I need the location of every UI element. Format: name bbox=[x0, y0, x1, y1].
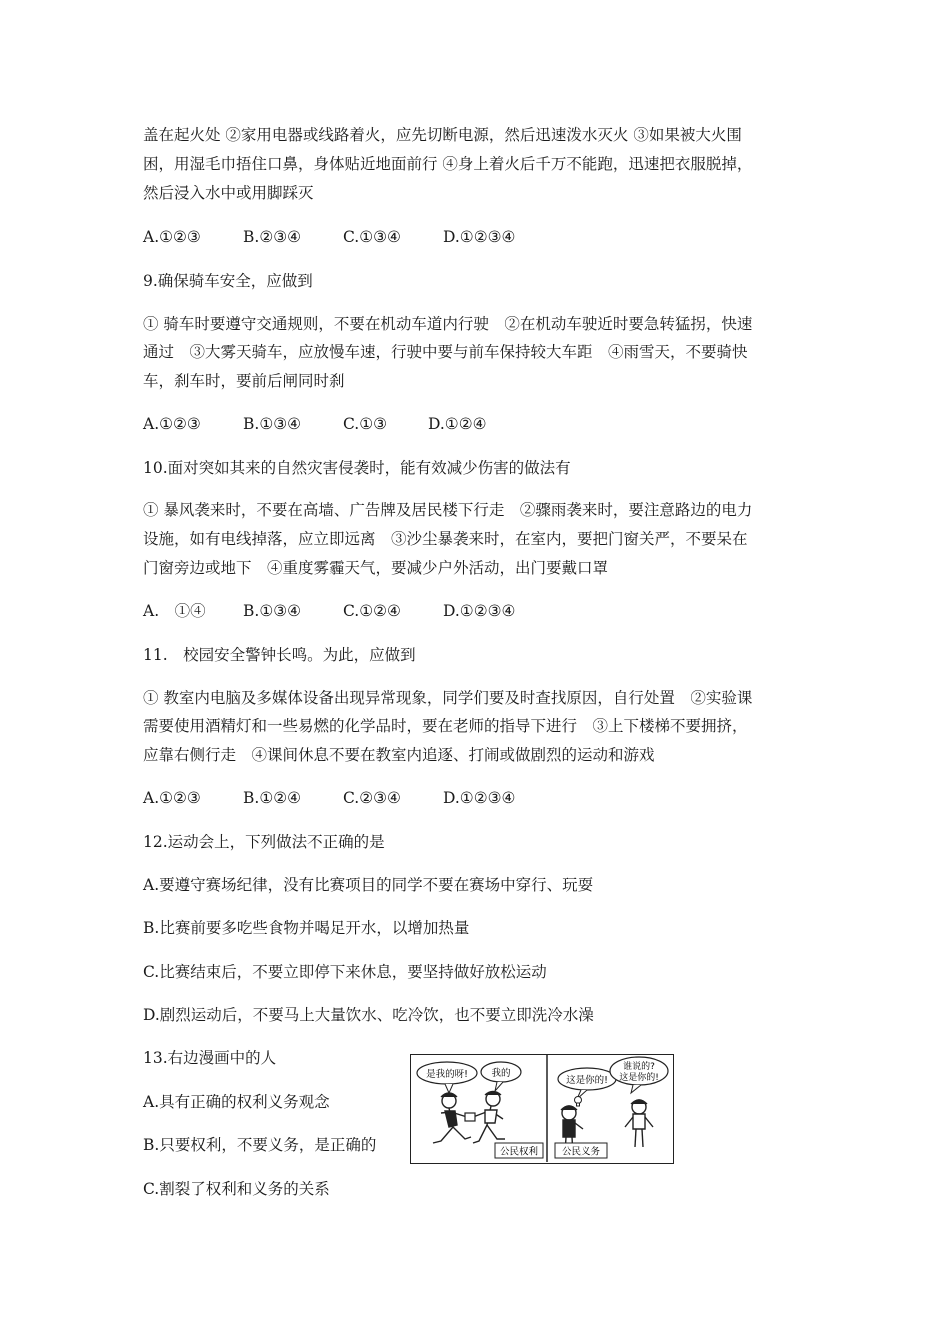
q10-option-b: B.①③④ bbox=[243, 602, 302, 620]
figure-right-2 bbox=[625, 1100, 653, 1147]
q11-option-c: C.②③④ bbox=[343, 789, 401, 807]
q8-line-3: 然后浸入水中或用脚踩灭 bbox=[143, 184, 314, 202]
q9-option-c: C.①③ bbox=[343, 415, 388, 433]
q9-option-d: D.①②④ bbox=[428, 415, 487, 433]
q8-option-d: D.①②③④ bbox=[443, 228, 516, 246]
q10-option-d: D.①②③④ bbox=[443, 602, 516, 620]
q9-title: 9.确保骑车安全，应做到 bbox=[143, 272, 313, 290]
rights-duties-cartoon bbox=[410, 1054, 674, 1164]
figure-left-2 bbox=[473, 1092, 505, 1144]
q11-option-d: D.①②③④ bbox=[443, 789, 516, 807]
q11-option-a: A.①②③ bbox=[143, 789, 201, 807]
q9-line-2: 通过 ③大雾天骑车，应放慢车速，行驶中要与前车保持较大车距 ④雨雪天，不要骑快 bbox=[143, 343, 748, 361]
caption-right: 公民义务 bbox=[561, 1146, 601, 1158]
contested-object-icon bbox=[465, 1113, 475, 1121]
q13-option-a: A.具有正确的权利义务观念 bbox=[143, 1093, 330, 1111]
q13-title: 13.右边漫画中的人 bbox=[143, 1049, 277, 1067]
q11-title: 11. 校园安全警钟长鸣。为此，应做到 bbox=[143, 646, 416, 664]
q13-option-c: C.割裂了权利和义务的关系 bbox=[143, 1180, 330, 1198]
q10-line-3: 门窗旁边或地下 ④重度雾霾天气，要减少户外活动，出门要戴口罩 bbox=[143, 559, 609, 577]
q9-line-1: ① 骑车时要遵守交通规则，不要在机动车道内行驶 ②在机动车驶近时要急转猛拐，快速 bbox=[143, 315, 753, 333]
speech-text-left-2: 我的 bbox=[491, 1068, 511, 1079]
speech-text-right-2b: 这是你的! bbox=[619, 1073, 659, 1083]
q10-line-1: ① 暴风袭来时，不要在高墙、广告牌及居民楼下行走 ②骤雨袭来时，要注意路边的电力 bbox=[143, 501, 753, 519]
speech-text-right-1: 这是你的! bbox=[566, 1075, 608, 1086]
q12-title: 12.运动会上，下列做法不正确的是 bbox=[143, 833, 385, 851]
q12-option-b: B.比赛前要多吃些食物并喝足开水，以增加热量 bbox=[143, 919, 470, 937]
q11-line-1: ① 教室内电脑及多媒体设备出现异常现象，同学们要及时查找原因，自行处置 ②实验课 bbox=[143, 689, 753, 707]
q11-line-3: 应靠右侧行走 ④课间休息不要在教室内追逐、打闹或做剧烈的运动和游戏 bbox=[143, 746, 655, 764]
q11-option-b: B.①②④ bbox=[243, 789, 302, 807]
speech-text-left-1: 是我的呀! bbox=[426, 1069, 468, 1080]
q12-option-c: C.比赛结束后，不要立即停下来休息，要坚持做好放松运动 bbox=[143, 963, 547, 981]
q8-option-b: B.②③④ bbox=[243, 228, 302, 246]
lightbulb-icon bbox=[575, 1097, 582, 1107]
q11-line-2: 需要使用酒精灯和一些易燃的化学品时，要在老师的指导下进行 ③上下楼梯不要拥挤， bbox=[143, 717, 748, 735]
q9-option-b: B.①③④ bbox=[243, 415, 302, 433]
caption-left: 公民权利 bbox=[499, 1146, 539, 1158]
q10-option-c: C.①②④ bbox=[343, 602, 401, 620]
q8-option-c: C.①③④ bbox=[343, 228, 401, 246]
speech-text-right-2a: 谁说的? bbox=[623, 1062, 655, 1072]
q10-line-2: 设施，如有电线掉落，应立即远离 ③沙尘暴袭来时，在室内，要把门窗关严，不要呆在 bbox=[143, 530, 748, 548]
q13-option-b: B.只要权利，不要义务，是正确的 bbox=[143, 1136, 377, 1154]
q9-line-3: 车，刹车时，要前后闸同时刹 bbox=[143, 372, 345, 390]
q8-line-2: 困，用湿毛巾捂住口鼻，身体贴近地面前行 ④身上着火后千万不能跑，迅速把衣服脱掉， bbox=[143, 155, 753, 173]
q8-option-a: A.①②③ bbox=[143, 228, 201, 246]
q10-option-a: A. ①④ bbox=[143, 602, 206, 620]
q12-option-d: D.剧烈运动后，不要马上大量饮水、吃冷饮，也不要立即洗冷水澡 bbox=[143, 1006, 594, 1024]
q8-line-1: 盖在起火处 ②家用电器或线路着火，应先切断电源，然后迅速泼水灭火 ③如果被大火围 bbox=[143, 126, 742, 144]
q12-option-a: A.要遵守赛场纪律，没有比赛项目的同学不要在赛场中穿行、玩耍 bbox=[143, 876, 594, 894]
q9-option-a: A.①②③ bbox=[143, 415, 201, 433]
q10-title: 10.面对突如其来的自然灾害侵袭时，能有效减少伤害的做法有 bbox=[143, 459, 571, 477]
